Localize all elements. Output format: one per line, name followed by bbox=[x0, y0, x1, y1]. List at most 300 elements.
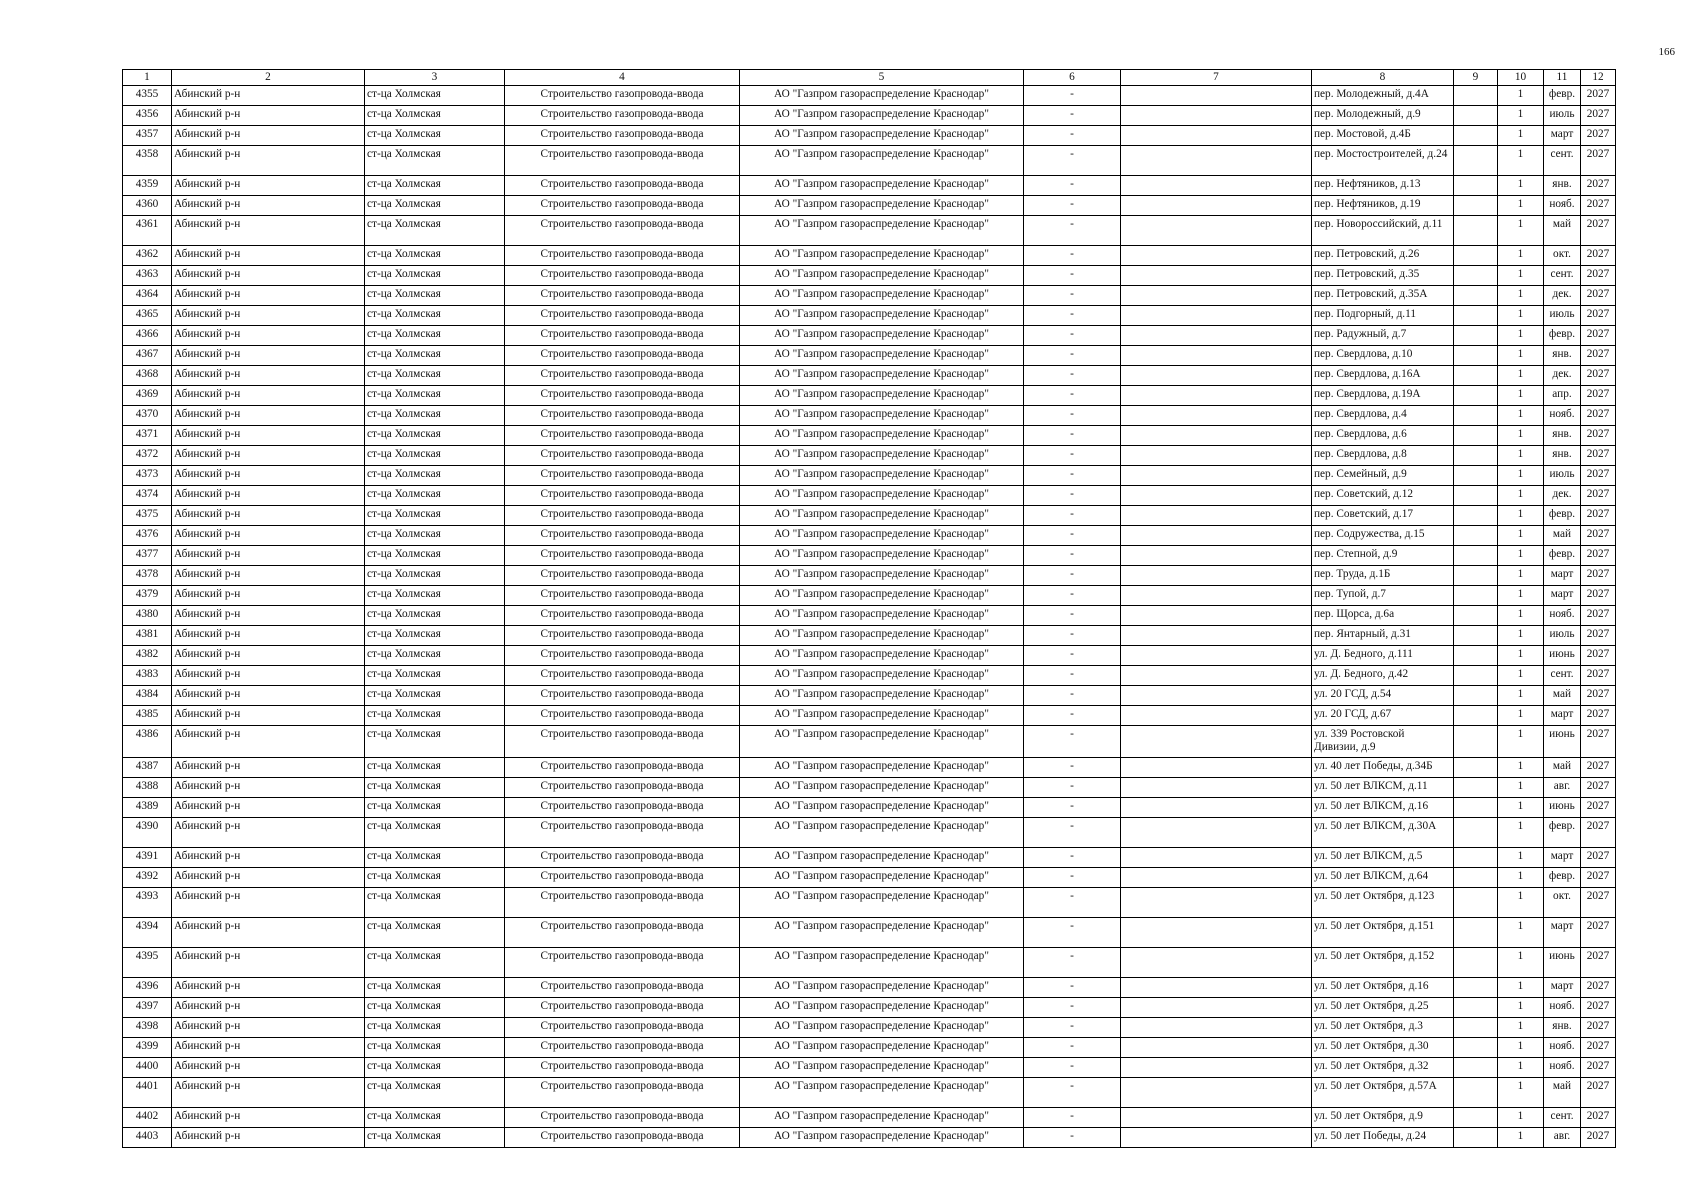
col7-value-cell bbox=[1121, 1038, 1312, 1058]
row-number-cell: 4397 bbox=[123, 998, 172, 1018]
column-number-header-row bbox=[123, 70, 1616, 86]
quantity-cell: 1 bbox=[1498, 346, 1544, 366]
month-cell: авг. bbox=[1544, 778, 1581, 798]
work-type-cell: Строительство газопровода-ввода bbox=[505, 726, 740, 758]
address-cell: пер. Содружества, д.15 bbox=[1312, 526, 1454, 546]
col7-value-cell bbox=[1121, 706, 1312, 726]
table-row bbox=[123, 326, 1616, 346]
quantity-cell: 1 bbox=[1498, 918, 1544, 948]
row-number-cell: 4372 bbox=[123, 446, 172, 466]
col9-value-cell bbox=[1454, 526, 1498, 546]
col7-value-cell bbox=[1121, 196, 1312, 216]
settlement-cell: ст-ца Холмская bbox=[365, 848, 505, 868]
organization-cell: АО "Газпром газораспределение Краснодар" bbox=[740, 918, 1024, 948]
organization-cell: АО "Газпром газораспределение Краснодар" bbox=[740, 346, 1024, 366]
organization-cell: АО "Газпром газораспределение Краснодар" bbox=[740, 506, 1024, 526]
year-cell: 2027 bbox=[1581, 1058, 1616, 1078]
row-number-cell: 4355 bbox=[123, 86, 172, 106]
organization-cell: АО "Газпром газораспределение Краснодар" bbox=[740, 868, 1024, 888]
col9-value-cell bbox=[1454, 686, 1498, 706]
col6-value-cell: - bbox=[1024, 1108, 1121, 1128]
col7-value-cell bbox=[1121, 868, 1312, 888]
district-cell: Абинский р-н bbox=[172, 888, 365, 918]
district-cell: Абинский р-н bbox=[172, 778, 365, 798]
settlement-cell: ст-ца Холмская bbox=[365, 216, 505, 246]
table-row bbox=[123, 626, 1616, 646]
address-cell: ул. 50 лет Октября, д.16 bbox=[1312, 978, 1454, 998]
quantity-cell: 1 bbox=[1498, 626, 1544, 646]
district-cell: Абинский р-н bbox=[172, 126, 365, 146]
table-row bbox=[123, 888, 1616, 918]
month-cell: июнь bbox=[1544, 646, 1581, 666]
address-cell: пер. Труда, д.1Б bbox=[1312, 566, 1454, 586]
address-cell: пер. Свердлова, д.8 bbox=[1312, 446, 1454, 466]
col9-value-cell bbox=[1454, 586, 1498, 606]
col9-value-cell bbox=[1454, 646, 1498, 666]
address-cell: пер. Радужный, д.7 bbox=[1312, 326, 1454, 346]
district-cell: Абинский р-н bbox=[172, 566, 365, 586]
quantity-cell: 1 bbox=[1498, 758, 1544, 778]
col9-value-cell bbox=[1454, 266, 1498, 286]
table-row bbox=[123, 346, 1616, 366]
col7-value-cell bbox=[1121, 626, 1312, 646]
settlement-cell: ст-ца Холмская bbox=[365, 446, 505, 466]
month-cell: нояб. bbox=[1544, 1058, 1581, 1078]
col6-value-cell: - bbox=[1024, 726, 1121, 758]
quantity-cell: 1 bbox=[1498, 706, 1544, 726]
row-number-cell: 4363 bbox=[123, 266, 172, 286]
district-cell: Абинский р-н bbox=[172, 686, 365, 706]
work-type-cell: Строительство газопровода-ввода bbox=[505, 848, 740, 868]
work-type-cell: Строительство газопровода-ввода bbox=[505, 1018, 740, 1038]
year-cell: 2027 bbox=[1581, 406, 1616, 426]
work-type-cell: Строительство газопровода-ввода bbox=[505, 798, 740, 818]
work-type-cell: Строительство газопровода-ввода bbox=[505, 126, 740, 146]
month-cell: март bbox=[1544, 586, 1581, 606]
col7-value-cell bbox=[1121, 106, 1312, 126]
column-header: 10 bbox=[1498, 70, 1544, 86]
address-cell: пер. Свердлова, д.19А bbox=[1312, 386, 1454, 406]
district-cell: Абинский р-н bbox=[172, 726, 365, 758]
year-cell: 2027 bbox=[1581, 126, 1616, 146]
district-cell: Абинский р-н bbox=[172, 868, 365, 888]
work-type-cell: Строительство газопровода-ввода bbox=[505, 146, 740, 176]
work-type-cell: Строительство газопровода-ввода bbox=[505, 888, 740, 918]
settlement-cell: ст-ца Холмская bbox=[365, 1128, 505, 1148]
quantity-cell: 1 bbox=[1498, 106, 1544, 126]
month-cell: февр. bbox=[1544, 818, 1581, 848]
settlement-cell: ст-ца Холмская bbox=[365, 998, 505, 1018]
settlement-cell: ст-ца Холмская bbox=[365, 758, 505, 778]
quantity-cell: 1 bbox=[1498, 646, 1544, 666]
row-number-cell: 4391 bbox=[123, 848, 172, 868]
table-row bbox=[123, 86, 1616, 106]
address-cell: пер. Свердлова, д.6 bbox=[1312, 426, 1454, 446]
organization-cell: АО "Газпром газораспределение Краснодар" bbox=[740, 426, 1024, 446]
address-cell: ул. Д. Бедного, д.42 bbox=[1312, 666, 1454, 686]
district-cell: Абинский р-н bbox=[172, 948, 365, 978]
col6-value-cell: - bbox=[1024, 246, 1121, 266]
settlement-cell: ст-ца Холмская bbox=[365, 666, 505, 686]
col7-value-cell bbox=[1121, 306, 1312, 326]
settlement-cell: ст-ца Холмская bbox=[365, 466, 505, 486]
settlement-cell: ст-ца Холмская bbox=[365, 286, 505, 306]
settlement-cell: ст-ца Холмская bbox=[365, 106, 505, 126]
row-number-cell: 4381 bbox=[123, 626, 172, 646]
col7-value-cell bbox=[1121, 386, 1312, 406]
col6-value-cell: - bbox=[1024, 266, 1121, 286]
district-cell: Абинский р-н bbox=[172, 526, 365, 546]
month-cell: март bbox=[1544, 918, 1581, 948]
col9-value-cell bbox=[1454, 998, 1498, 1018]
page-number: 166 bbox=[1658, 46, 1675, 58]
year-cell: 2027 bbox=[1581, 146, 1616, 176]
settlement-cell: ст-ца Холмская bbox=[365, 646, 505, 666]
col6-value-cell: - bbox=[1024, 446, 1121, 466]
table-row bbox=[123, 778, 1616, 798]
address-cell: пер. Советский, д.12 bbox=[1312, 486, 1454, 506]
col7-value-cell bbox=[1121, 216, 1312, 246]
organization-cell: АО "Газпром газораспределение Краснодар" bbox=[740, 686, 1024, 706]
column-header: 7 bbox=[1121, 70, 1312, 86]
month-cell: нояб. bbox=[1544, 606, 1581, 626]
district-cell: Абинский р-н bbox=[172, 978, 365, 998]
district-cell: Абинский р-н bbox=[172, 86, 365, 106]
address-cell: ул. 50 лет Октября, д.25 bbox=[1312, 998, 1454, 1018]
address-cell: пер. Щорса, д.6а bbox=[1312, 606, 1454, 626]
address-cell: пер. Семейный, д.9 bbox=[1312, 466, 1454, 486]
column-header: 1 bbox=[123, 70, 172, 86]
address-cell: пер. Свердлова, д.16А bbox=[1312, 366, 1454, 386]
table-row bbox=[123, 686, 1616, 706]
address-cell: ул. 50 лет Октября, д.32 bbox=[1312, 1058, 1454, 1078]
col9-value-cell bbox=[1454, 1108, 1498, 1128]
table-row bbox=[123, 286, 1616, 306]
settlement-cell: ст-ца Холмская bbox=[365, 686, 505, 706]
address-cell: пер. Подгорный, д.11 bbox=[1312, 306, 1454, 326]
work-type-cell: Строительство газопровода-ввода bbox=[505, 246, 740, 266]
year-cell: 2027 bbox=[1581, 1078, 1616, 1108]
table-row bbox=[123, 606, 1616, 626]
table-row bbox=[123, 306, 1616, 326]
col6-value-cell: - bbox=[1024, 798, 1121, 818]
col6-value-cell: - bbox=[1024, 868, 1121, 888]
quantity-cell: 1 bbox=[1498, 686, 1544, 706]
organization-cell: АО "Газпром газораспределение Краснодар" bbox=[740, 146, 1024, 176]
table-row bbox=[123, 196, 1616, 216]
district-cell: Абинский р-н bbox=[172, 758, 365, 778]
col9-value-cell bbox=[1454, 196, 1498, 216]
quantity-cell: 1 bbox=[1498, 978, 1544, 998]
row-number-cell: 4378 bbox=[123, 566, 172, 586]
col9-value-cell bbox=[1454, 546, 1498, 566]
address-cell: ул. 50 лет Октября, д.152 bbox=[1312, 948, 1454, 978]
year-cell: 2027 bbox=[1581, 86, 1616, 106]
col9-value-cell bbox=[1454, 626, 1498, 646]
district-cell: Абинский р-н bbox=[172, 706, 365, 726]
settlement-cell: ст-ца Холмская bbox=[365, 948, 505, 978]
row-number-cell: 4385 bbox=[123, 706, 172, 726]
work-type-cell: Строительство газопровода-ввода bbox=[505, 306, 740, 326]
year-cell: 2027 bbox=[1581, 1038, 1616, 1058]
organization-cell: АО "Газпром газораспределение Краснодар" bbox=[740, 726, 1024, 758]
year-cell: 2027 bbox=[1581, 798, 1616, 818]
col9-value-cell bbox=[1454, 606, 1498, 626]
col9-value-cell bbox=[1454, 758, 1498, 778]
col7-value-cell bbox=[1121, 778, 1312, 798]
month-cell: окт. bbox=[1544, 888, 1581, 918]
organization-cell: АО "Газпром газораспределение Краснодар" bbox=[740, 646, 1024, 666]
district-cell: Абинский р-н bbox=[172, 406, 365, 426]
organization-cell: АО "Газпром газораспределение Краснодар" bbox=[740, 1128, 1024, 1148]
col7-value-cell bbox=[1121, 406, 1312, 426]
address-cell: пер. Новороссийский, д.11 bbox=[1312, 216, 1454, 246]
month-cell: февр. bbox=[1544, 506, 1581, 526]
table-row bbox=[123, 486, 1616, 506]
year-cell: 2027 bbox=[1581, 266, 1616, 286]
col6-value-cell: - bbox=[1024, 978, 1121, 998]
settlement-cell: ст-ца Холмская bbox=[365, 346, 505, 366]
work-type-cell: Строительство газопровода-ввода bbox=[505, 466, 740, 486]
col6-value-cell: - bbox=[1024, 606, 1121, 626]
district-cell: Абинский р-н bbox=[172, 546, 365, 566]
gas-pipeline-schedule-table bbox=[122, 69, 1616, 1148]
year-cell: 2027 bbox=[1581, 1108, 1616, 1128]
organization-cell: АО "Газпром газораспределение Краснодар" bbox=[740, 446, 1024, 466]
quantity-cell: 1 bbox=[1498, 1078, 1544, 1108]
col9-value-cell bbox=[1454, 888, 1498, 918]
table-row bbox=[123, 506, 1616, 526]
quantity-cell: 1 bbox=[1498, 1058, 1544, 1078]
district-cell: Абинский р-н bbox=[172, 266, 365, 286]
col9-value-cell bbox=[1454, 126, 1498, 146]
work-type-cell: Строительство газопровода-ввода bbox=[505, 918, 740, 948]
district-cell: Абинский р-н bbox=[172, 216, 365, 246]
col6-value-cell: - bbox=[1024, 346, 1121, 366]
work-type-cell: Строительство газопровода-ввода bbox=[505, 196, 740, 216]
address-cell: ул. 339 Ростовской Дивизии, д.9 bbox=[1312, 726, 1454, 758]
quantity-cell: 1 bbox=[1498, 306, 1544, 326]
table-row bbox=[123, 526, 1616, 546]
quantity-cell: 1 bbox=[1498, 126, 1544, 146]
address-cell: пер. Нефтяников, д.13 bbox=[1312, 176, 1454, 196]
month-cell: май bbox=[1544, 686, 1581, 706]
district-cell: Абинский р-н bbox=[172, 848, 365, 868]
district-cell: Абинский р-н bbox=[172, 446, 365, 466]
settlement-cell: ст-ца Холмская bbox=[365, 486, 505, 506]
quantity-cell: 1 bbox=[1498, 998, 1544, 1018]
address-cell: ул. Д. Бедного, д.111 bbox=[1312, 646, 1454, 666]
col7-value-cell bbox=[1121, 526, 1312, 546]
row-number-cell: 4398 bbox=[123, 1018, 172, 1038]
organization-cell: АО "Газпром газораспределение Краснодар" bbox=[740, 798, 1024, 818]
col7-value-cell bbox=[1121, 366, 1312, 386]
col9-value-cell bbox=[1454, 406, 1498, 426]
address-cell: пер. Степной, д.9 bbox=[1312, 546, 1454, 566]
table-row bbox=[123, 426, 1616, 446]
district-cell: Абинский р-н bbox=[172, 1038, 365, 1058]
row-number-cell: 4366 bbox=[123, 326, 172, 346]
year-cell: 2027 bbox=[1581, 646, 1616, 666]
col9-value-cell bbox=[1454, 366, 1498, 386]
quantity-cell: 1 bbox=[1498, 526, 1544, 546]
organization-cell: АО "Газпром газораспределение Краснодар" bbox=[740, 306, 1024, 326]
col9-value-cell bbox=[1454, 326, 1498, 346]
column-header: 2 bbox=[172, 70, 365, 86]
row-number-cell: 4395 bbox=[123, 948, 172, 978]
column-header: 6 bbox=[1024, 70, 1121, 86]
year-cell: 2027 bbox=[1581, 526, 1616, 546]
table-row bbox=[123, 818, 1616, 848]
work-type-cell: Строительство газопровода-ввода bbox=[505, 426, 740, 446]
month-cell: июнь bbox=[1544, 948, 1581, 978]
year-cell: 2027 bbox=[1581, 726, 1616, 758]
address-cell: ул. 50 лет ВЛКСМ, д.11 bbox=[1312, 778, 1454, 798]
month-cell: февр. bbox=[1544, 868, 1581, 888]
row-number-cell: 4403 bbox=[123, 1128, 172, 1148]
table-row bbox=[123, 266, 1616, 286]
year-cell: 2027 bbox=[1581, 948, 1616, 978]
col9-value-cell bbox=[1454, 216, 1498, 246]
quantity-cell: 1 bbox=[1498, 366, 1544, 386]
quantity-cell: 1 bbox=[1498, 778, 1544, 798]
month-cell: июнь bbox=[1544, 726, 1581, 758]
year-cell: 2027 bbox=[1581, 306, 1616, 326]
col7-value-cell bbox=[1121, 146, 1312, 176]
year-cell: 2027 bbox=[1581, 196, 1616, 216]
table-row bbox=[123, 1128, 1616, 1148]
district-cell: Абинский р-н bbox=[172, 506, 365, 526]
address-cell: ул. 50 лет Октября, д.123 bbox=[1312, 888, 1454, 918]
row-number-cell: 4390 bbox=[123, 818, 172, 848]
year-cell: 2027 bbox=[1581, 686, 1616, 706]
address-cell: ул. 50 лет Октября, д.3 bbox=[1312, 1018, 1454, 1038]
district-cell: Абинский р-н bbox=[172, 586, 365, 606]
table-row bbox=[123, 706, 1616, 726]
quantity-cell: 1 bbox=[1498, 426, 1544, 446]
address-cell: ул. 50 лет ВЛКСМ, д.5 bbox=[1312, 848, 1454, 868]
month-cell: май bbox=[1544, 216, 1581, 246]
col6-value-cell: - bbox=[1024, 386, 1121, 406]
month-cell: нояб. bbox=[1544, 406, 1581, 426]
col7-value-cell bbox=[1121, 606, 1312, 626]
quantity-cell: 1 bbox=[1498, 246, 1544, 266]
organization-cell: АО "Газпром газораспределение Краснодар" bbox=[740, 216, 1024, 246]
column-header: 9 bbox=[1454, 70, 1498, 86]
table-row bbox=[123, 126, 1616, 146]
year-cell: 2027 bbox=[1581, 1128, 1616, 1148]
quantity-cell: 1 bbox=[1498, 666, 1544, 686]
organization-cell: АО "Газпром газораспределение Краснодар" bbox=[740, 586, 1024, 606]
settlement-cell: ст-ца Холмская bbox=[365, 1078, 505, 1108]
month-cell: янв. bbox=[1544, 176, 1581, 196]
year-cell: 2027 bbox=[1581, 386, 1616, 406]
year-cell: 2027 bbox=[1581, 426, 1616, 446]
quantity-cell: 1 bbox=[1498, 726, 1544, 758]
col9-value-cell bbox=[1454, 1038, 1498, 1058]
row-number-cell: 4361 bbox=[123, 216, 172, 246]
year-cell: 2027 bbox=[1581, 106, 1616, 126]
work-type-cell: Строительство газопровода-ввода bbox=[505, 176, 740, 196]
col7-value-cell bbox=[1121, 176, 1312, 196]
quantity-cell: 1 bbox=[1498, 818, 1544, 848]
col7-value-cell bbox=[1121, 286, 1312, 306]
settlement-cell: ст-ца Холмская bbox=[365, 1038, 505, 1058]
quantity-cell: 1 bbox=[1498, 948, 1544, 978]
table-row bbox=[123, 646, 1616, 666]
quantity-cell: 1 bbox=[1498, 386, 1544, 406]
year-cell: 2027 bbox=[1581, 246, 1616, 266]
address-cell: ул. 20 ГСД, д.67 bbox=[1312, 706, 1454, 726]
col9-value-cell bbox=[1454, 818, 1498, 848]
organization-cell: АО "Газпром газораспределение Краснодар" bbox=[740, 526, 1024, 546]
month-cell: февр. bbox=[1544, 86, 1581, 106]
district-cell: Абинский р-н bbox=[172, 798, 365, 818]
table-row bbox=[123, 386, 1616, 406]
quantity-cell: 1 bbox=[1498, 546, 1544, 566]
row-number-cell: 4392 bbox=[123, 868, 172, 888]
col6-value-cell: - bbox=[1024, 466, 1121, 486]
col7-value-cell bbox=[1121, 1078, 1312, 1108]
row-number-cell: 4357 bbox=[123, 126, 172, 146]
quantity-cell: 1 bbox=[1498, 266, 1544, 286]
organization-cell: АО "Газпром газораспределение Краснодар" bbox=[740, 626, 1024, 646]
work-type-cell: Строительство газопровода-ввода bbox=[505, 1108, 740, 1128]
quantity-cell: 1 bbox=[1498, 848, 1544, 868]
col7-value-cell bbox=[1121, 1108, 1312, 1128]
quantity-cell: 1 bbox=[1498, 196, 1544, 216]
col7-value-cell bbox=[1121, 798, 1312, 818]
quantity-cell: 1 bbox=[1498, 868, 1544, 888]
table-row bbox=[123, 1108, 1616, 1128]
settlement-cell: ст-ца Холмская bbox=[365, 426, 505, 446]
column-header: 3 bbox=[365, 70, 505, 86]
col7-value-cell bbox=[1121, 586, 1312, 606]
col6-value-cell: - bbox=[1024, 486, 1121, 506]
district-cell: Абинский р-н bbox=[172, 998, 365, 1018]
month-cell: март bbox=[1544, 848, 1581, 868]
district-cell: Абинский р-н bbox=[172, 666, 365, 686]
row-number-cell: 4376 bbox=[123, 526, 172, 546]
settlement-cell: ст-ца Холмская bbox=[365, 888, 505, 918]
month-cell: нояб. bbox=[1544, 196, 1581, 216]
col9-value-cell bbox=[1454, 706, 1498, 726]
col7-value-cell bbox=[1121, 1058, 1312, 1078]
district-cell: Абинский р-н bbox=[172, 106, 365, 126]
month-cell: авг. bbox=[1544, 1128, 1581, 1148]
work-type-cell: Строительство газопровода-ввода bbox=[505, 1078, 740, 1108]
year-cell: 2027 bbox=[1581, 706, 1616, 726]
year-cell: 2027 bbox=[1581, 286, 1616, 306]
month-cell: март bbox=[1544, 706, 1581, 726]
organization-cell: АО "Газпром газораспределение Краснодар" bbox=[740, 466, 1024, 486]
col6-value-cell: - bbox=[1024, 1078, 1121, 1108]
col9-value-cell bbox=[1454, 386, 1498, 406]
table-row bbox=[123, 106, 1616, 126]
district-cell: Абинский р-н bbox=[172, 346, 365, 366]
work-type-cell: Строительство газопровода-ввода bbox=[505, 1038, 740, 1058]
work-type-cell: Строительство газопровода-ввода bbox=[505, 346, 740, 366]
row-number-cell: 4383 bbox=[123, 666, 172, 686]
settlement-cell: ст-ца Холмская bbox=[365, 918, 505, 948]
month-cell: май bbox=[1544, 1078, 1581, 1108]
work-type-cell: Строительство газопровода-ввода bbox=[505, 406, 740, 426]
month-cell: июль bbox=[1544, 306, 1581, 326]
col9-value-cell bbox=[1454, 666, 1498, 686]
row-number-cell: 4370 bbox=[123, 406, 172, 426]
column-header: 11 bbox=[1544, 70, 1581, 86]
work-type-cell: Строительство газопровода-ввода bbox=[505, 606, 740, 626]
